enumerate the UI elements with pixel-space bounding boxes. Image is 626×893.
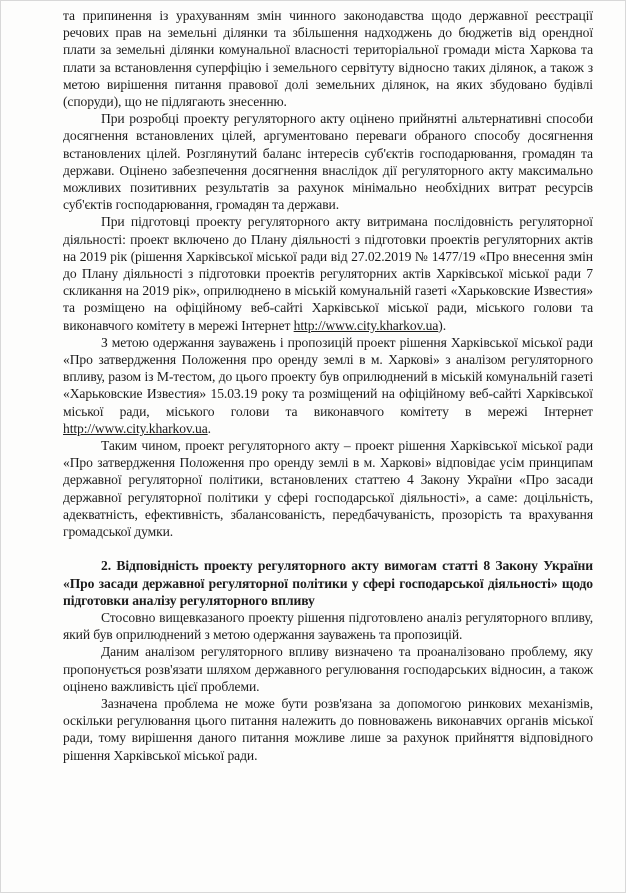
paragraph-7: Даним аналізом регуляторного впливу визначено та проаналізовано проблему, яку пропонується розв'язати шляхом державного регулювання господарських відносин, а також оцінено важливість цієї проблеми. bbox=[63, 644, 593, 694]
paragraph-6: Стосовно вищевказаного проекту рішення підготовлено аналіз регуляторного впливу, який був оприлюднений з метою одержання зауважень та пропозицій. bbox=[63, 609, 593, 643]
paragraph-4-text: З метою одержання зауважень і пропозицій проект рішення Харківської міської ради «Про затвердження Положення про оренду землі в м. Харкові» з аналізом регуляторного впливу, разом із М-тестом, до цього проекту був оприлюднений в міській комунальній газеті «Харьковские Известия» 15.03.19 року та розміщений на офіційному веб-сайті Харківської міської ради, міського голови та виконавчого комітету в мережі Інтернет bbox=[63, 334, 593, 419]
paragraph-4-end: . bbox=[207, 420, 211, 436]
section-heading: 2. Відповідність проекту регуляторного акту вимогам статті 8 Закону України «Про засади державної регуляторної політики у сфері господарської діяльності» щодо підготовки аналізу регуляторного впливу bbox=[63, 558, 593, 608]
paragraph-4 bbox=[63, 334, 593, 437]
document-body bbox=[63, 7, 593, 764]
paragraph-3-end: ). bbox=[438, 317, 447, 333]
paragraph-3 bbox=[63, 213, 593, 333]
paragraph-2: При розробці проекту регуляторного акту оцінено прийнятні альтернативні способи досягнення встановлених цілей, аргументовано переваги обраного способу досягнення встановлених цілей. Розглянутий баланс інтересів суб'єктів господарювання, громадян та держави. Оцінено забезпечення досягнення внаслідок дії регуляторного акту максимально можливих позитивних результатів за рахунок мінімально необхідних витрат ресурсів суб'єктів господарювання, громадян та держави. bbox=[63, 111, 593, 213]
website-link[interactable]: http://www.city.kharkov.ua bbox=[293, 317, 439, 333]
paragraph-8: Зазначена проблема не може бути розв'язана за допомогою ринкових механізмів, оскільки регулювання цього питання належить до повноважень виконавчих органів міської ради, тому вирішення даного питання можливе лише за рахунок прийняття відповідного рішення Харківської міської ради. bbox=[63, 695, 593, 763]
paragraph-3-text: При підготовці проекту регуляторного акту витримана послідовність регуляторної діяльності: проект включено до Плану діяльності з підготовки проектів регуляторних актів на 2019 рік (рішення Харківської міської ради від 27.02.2019 № 1477/19 «Про внесення змін до Плану діяльності з підготовки проектів регуляторних актів Харківської міської ради 7 скликання на 2019 рік», оприлюднено в міській комунальній газеті «Харьковские Известия» та розміщено на офіційному веб-сайті Харківської міської ради, міського голови та виконавчого комітету в мережі Інтернет bbox=[63, 214, 593, 333]
section-gap bbox=[63, 540, 593, 557]
paragraph-1: та припинення із урахуванням змін чинного законодавства щодо державної реєстрації речових прав на земельні ділянки та збільшення надходжень до бюджетів від орендної плати за земельні ділянки комунальної власності територіальної громади міста Харкова та плати за встановлення суперфіцію і земельного сервітуту відносно таких ділянок, а також з метою вирішення питання правової долі земельних ділянок, на яких збудовано будівлі (споруди), що не підлягають знесенню. bbox=[63, 8, 593, 110]
paragraph-5: Таким чином, проект регуляторного акту – проект рішення Харківської міської ради «Про затвердження Положення про оренду землі в м. Харкові» відповідає усім принципам державної регуляторної політики, встановлених статтею 4 Закону України «Про засади державної регуляторної політики у сфері господарської діяльності», а саме: доцільність, адекватність, ефективність, збалансованість, передбачуваність, прозорість та врахування громадської думки. bbox=[63, 438, 593, 540]
website-link-2[interactable]: http://www.city.kharkov.ua bbox=[63, 420, 208, 436]
